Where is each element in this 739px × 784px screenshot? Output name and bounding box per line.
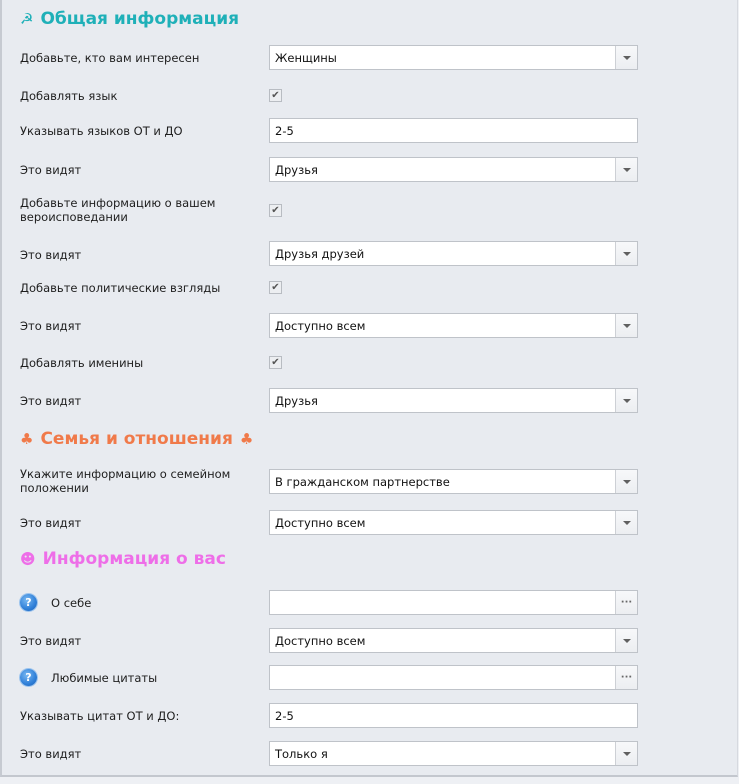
dropdown-button[interactable]	[615, 742, 637, 765]
label-about-visibility: Это видят	[20, 634, 82, 648]
dropdown-button[interactable]	[615, 158, 637, 181]
section-heading-family	[20, 429, 253, 449]
quotes-range-input[interactable]	[269, 703, 638, 728]
religion-visibility-dropdown[interactable]	[269, 241, 638, 266]
checkmark-icon: ✔	[271, 281, 280, 293]
checkmark-icon: ✔	[271, 89, 280, 101]
label-name-day: Добавлять именины	[20, 356, 144, 370]
checkmark-icon: ✔	[271, 356, 280, 368]
club-icon: ♣	[239, 429, 254, 448]
label-quotes-visibility: Это видят	[20, 747, 82, 761]
section-title: Семья и отношения	[40, 429, 233, 449]
chevron-down-icon	[623, 399, 631, 403]
ellipsis-button[interactable]: ···	[615, 666, 637, 689]
label-political: Добавьте политические взгляды	[20, 281, 221, 295]
club-icon: ♣	[20, 429, 34, 448]
section-heading-about	[20, 549, 226, 569]
label-quotes	[20, 669, 255, 686]
label-about-me	[20, 594, 255, 611]
chevron-down-icon	[623, 752, 631, 756]
label-religion-visibility: Это видят	[20, 248, 82, 262]
political-visibility-dropdown[interactable]	[269, 313, 638, 338]
label-add-language: Добавлять язык	[20, 89, 118, 103]
hammer-sickle-icon: ☭	[20, 9, 34, 28]
label-languages-visibility: Это видят	[20, 163, 82, 177]
checkmark-icon: ✔	[271, 204, 280, 216]
about-me-input[interactable]	[269, 590, 638, 615]
dropdown-button[interactable]	[615, 511, 637, 534]
about-visibility-dropdown[interactable]	[269, 628, 638, 653]
label-religion: Добавьте информацию о вашем вероисповедании	[20, 196, 216, 224]
label-quotes-range: Указывать цитат ОТ и ДО:	[20, 709, 180, 723]
label-text: О себе	[51, 595, 92, 610]
input-value: 2-5	[275, 123, 294, 138]
add-language-checkbox[interactable]	[269, 89, 282, 102]
label-languages-range: Указывать языков ОТ и ДО	[20, 124, 183, 138]
chevron-down-icon	[623, 639, 631, 643]
help-icon[interactable]: ?	[20, 669, 37, 686]
section-title: Общая информация	[40, 9, 240, 29]
interested-in-dropdown[interactable]	[269, 45, 638, 70]
label-marital-visibility: Это видят	[20, 516, 82, 530]
dropdown-value: Доступно всем	[275, 633, 366, 648]
dropdown-value: Друзья друзей	[275, 246, 365, 261]
dropdown-value: Доступно всем	[275, 318, 366, 333]
help-icon[interactable]: ?	[20, 594, 37, 611]
marital-status-dropdown[interactable]	[269, 469, 638, 494]
dropdown-value: Друзья	[275, 393, 318, 408]
chevron-down-icon	[623, 480, 631, 484]
section-title: Информация о вас	[42, 549, 226, 569]
section-heading-general	[20, 9, 239, 29]
theater-mask-icon: ☻	[20, 549, 36, 568]
quotes-input[interactable]	[269, 665, 638, 690]
label-text: Любимые цитаты	[51, 670, 158, 685]
chevron-down-icon	[623, 324, 631, 328]
chevron-down-icon	[623, 252, 631, 256]
languages-range-input[interactable]	[269, 118, 638, 143]
dropdown-value: Только я	[275, 746, 328, 761]
label-interested-in: Добавьте, кто вам интересен	[20, 51, 200, 65]
dropdown-button[interactable]	[615, 389, 637, 412]
dropdown-value: Друзья	[275, 162, 318, 177]
chevron-down-icon	[623, 521, 631, 525]
name-day-visibility-dropdown[interactable]	[269, 388, 638, 413]
input-value: 2-5	[275, 708, 294, 723]
dropdown-button[interactable]	[615, 46, 637, 69]
dropdown-button[interactable]	[615, 242, 637, 265]
political-checkbox[interactable]	[269, 281, 282, 294]
marital-visibility-dropdown[interactable]	[269, 510, 638, 535]
chevron-down-icon	[623, 56, 631, 60]
dropdown-button[interactable]	[615, 314, 637, 337]
name-day-checkbox[interactable]	[269, 356, 282, 369]
dropdown-button[interactable]	[615, 470, 637, 493]
languages-visibility-dropdown[interactable]	[269, 157, 638, 182]
dropdown-value: В гражданском партнерстве	[275, 474, 450, 489]
dropdown-value: Женщины	[275, 50, 337, 65]
dropdown-value: Доступно всем	[275, 515, 366, 530]
label-marital-status: Укажите информацию о семейном положении	[20, 467, 231, 495]
dropdown-button[interactable]	[615, 629, 637, 652]
ellipsis-button[interactable]: ···	[615, 591, 637, 614]
label-name-day-visibility: Это видят	[20, 394, 82, 408]
label-political-visibility: Это видят	[20, 319, 82, 333]
religion-checkbox[interactable]	[269, 204, 282, 217]
quotes-visibility-dropdown[interactable]	[269, 741, 638, 766]
chevron-down-icon	[623, 168, 631, 172]
